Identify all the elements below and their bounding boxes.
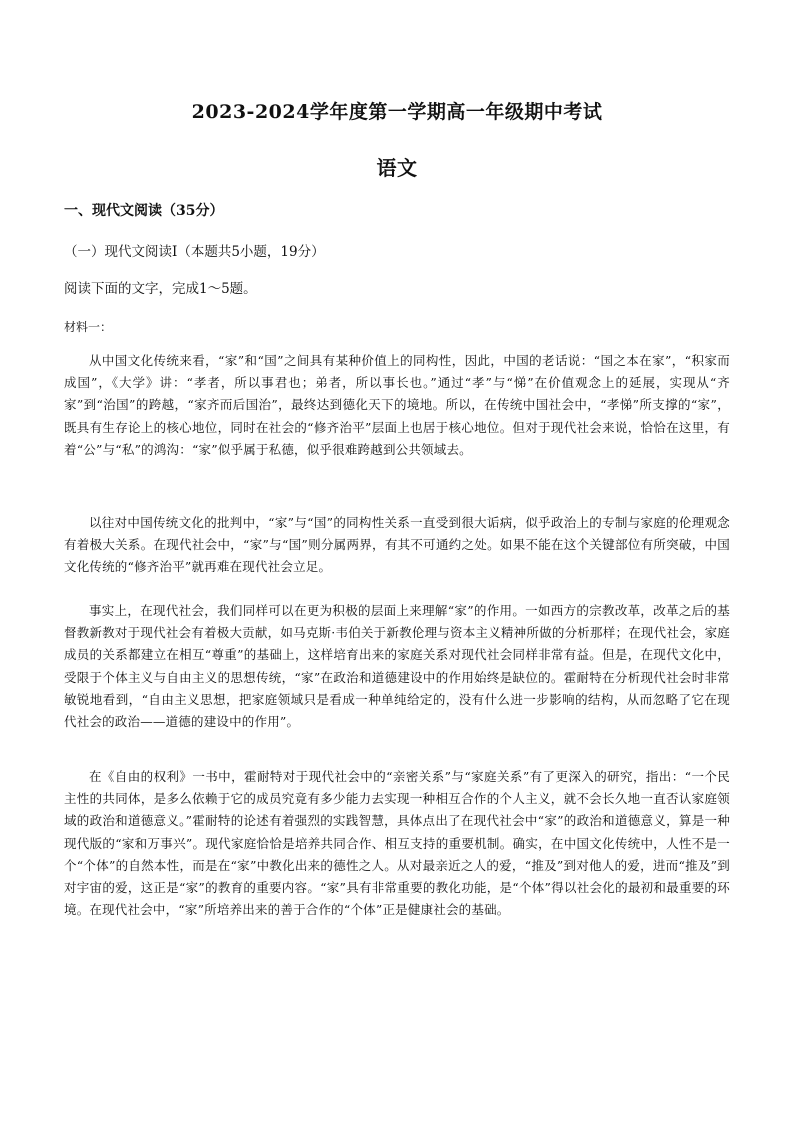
- paragraph-3: 事实上，在现代社会，我们同样可以在更为积极的层面上来理解“家”的作用。一如西方的宗教改革，改革之后的基督教新教对于现代社会有着极大贡献，如马克斯·韦伯关于新教伦理与资本主义精神所做的分析那样；在现代社会，家庭成员的关系都建立在相互“尊重”的基础上，这样培育出来的家庭关系对现代社会同样非常有益。但是，在现代文化中，受限于个体主义与自由主义的思想传统，“家”在政治和道德建设中的作用始终是缺位的。霍耐特在分析现代社会时非常敏锐地看到，“自由主义思想，把家庭领域只是看成一种单纯给定的，没有什么进一步影响的结构，从而忽略了它在现代社会的政治——道德的建设中的作用”。: [64, 603, 730, 730]
- reading-instruction: 阅读下面的文字，完成1～5题。: [64, 281, 257, 297]
- paragraph-1: 从中国文化传统来看，“家”和“国”之间具有某种价值上的同构性，因此，中国的老话说：“国之本在家”，“积家而成国”，《大学》讲：“孝者，所以事君也；弟者，所以事长也。”通过“孝”与“悌”在价值观念上的延展，实现从“齐家”到“治国”的跨越，“家齐而后国治”，最终达到德化天下的境地。所以，在传统中国社会中，“孝悌”所支撑的“家”，既具有生存论上的核心地位，同时在社会的“修齐治平”层面上也居于核心地位。但对于现代社会来说，恰恰在这里，有着“公”与“私”的鸿沟：“家”似乎属于私德，似乎很难跨越到公共领域去。: [64, 353, 730, 457]
- part-label: （一）现代文阅读Ⅰ（本题共5小题，19分）: [64, 244, 325, 260]
- material-label: 材料一：: [64, 320, 113, 334]
- paragraph-2: 以往对中国传统文化的批判中，“家”与“国”的同构性关系一直受到很大诟病，似乎政治上的专制与家庭的伦理观念有着极大关系。在现代社会中，“家”与“国”则分属两界，有其不可通约之处。如果不能在这个关键部位有所突破，中国文化传统的“修齐治平”就再难在现代社会立足。: [64, 515, 730, 575]
- section-heading: 一、现代文阅读（35分）: [64, 203, 224, 219]
- subject-title: 语文: [376, 156, 418, 180]
- exam-title: 2023-2024学年度第一学期高一年级期中考试: [191, 101, 603, 123]
- paragraph-4: 在《自由的权利》一书中，霍耐特对于现代社会中的“亲密关系”与“家庭关系”有了更深入的研究，指出：“一个民主性的共同体，是多么依赖于它的成员究竟有多少能力去实现一种相互合作的个人主义，就不会长久地一直否认家庭领域的政治和道德意义。”霍耐特的论述有着强烈的实践智慧，具体点出了在现代社会中“家”的政治和道德意义，算是一种现代版的“家和万事兴”。现代家庭恰恰是培养共同合作、相互支持的重要机制。确实，在中国文化传统中，人性不是一个“个体”的自然本性，而是在“家”中教化出来的德性之人。从对最亲近之人的爱，“推及”到对他人的爱，进而“推及”到对宇宙的爱，这正是“家”的教育的重要内容。“家”具有非常重要的教化功能，是“个体”得以社会化的最初和最重要的环境。在现代社会中，“家”所培养出来的善于合作的“个体”正是健康社会的基础。: [64, 769, 730, 918]
